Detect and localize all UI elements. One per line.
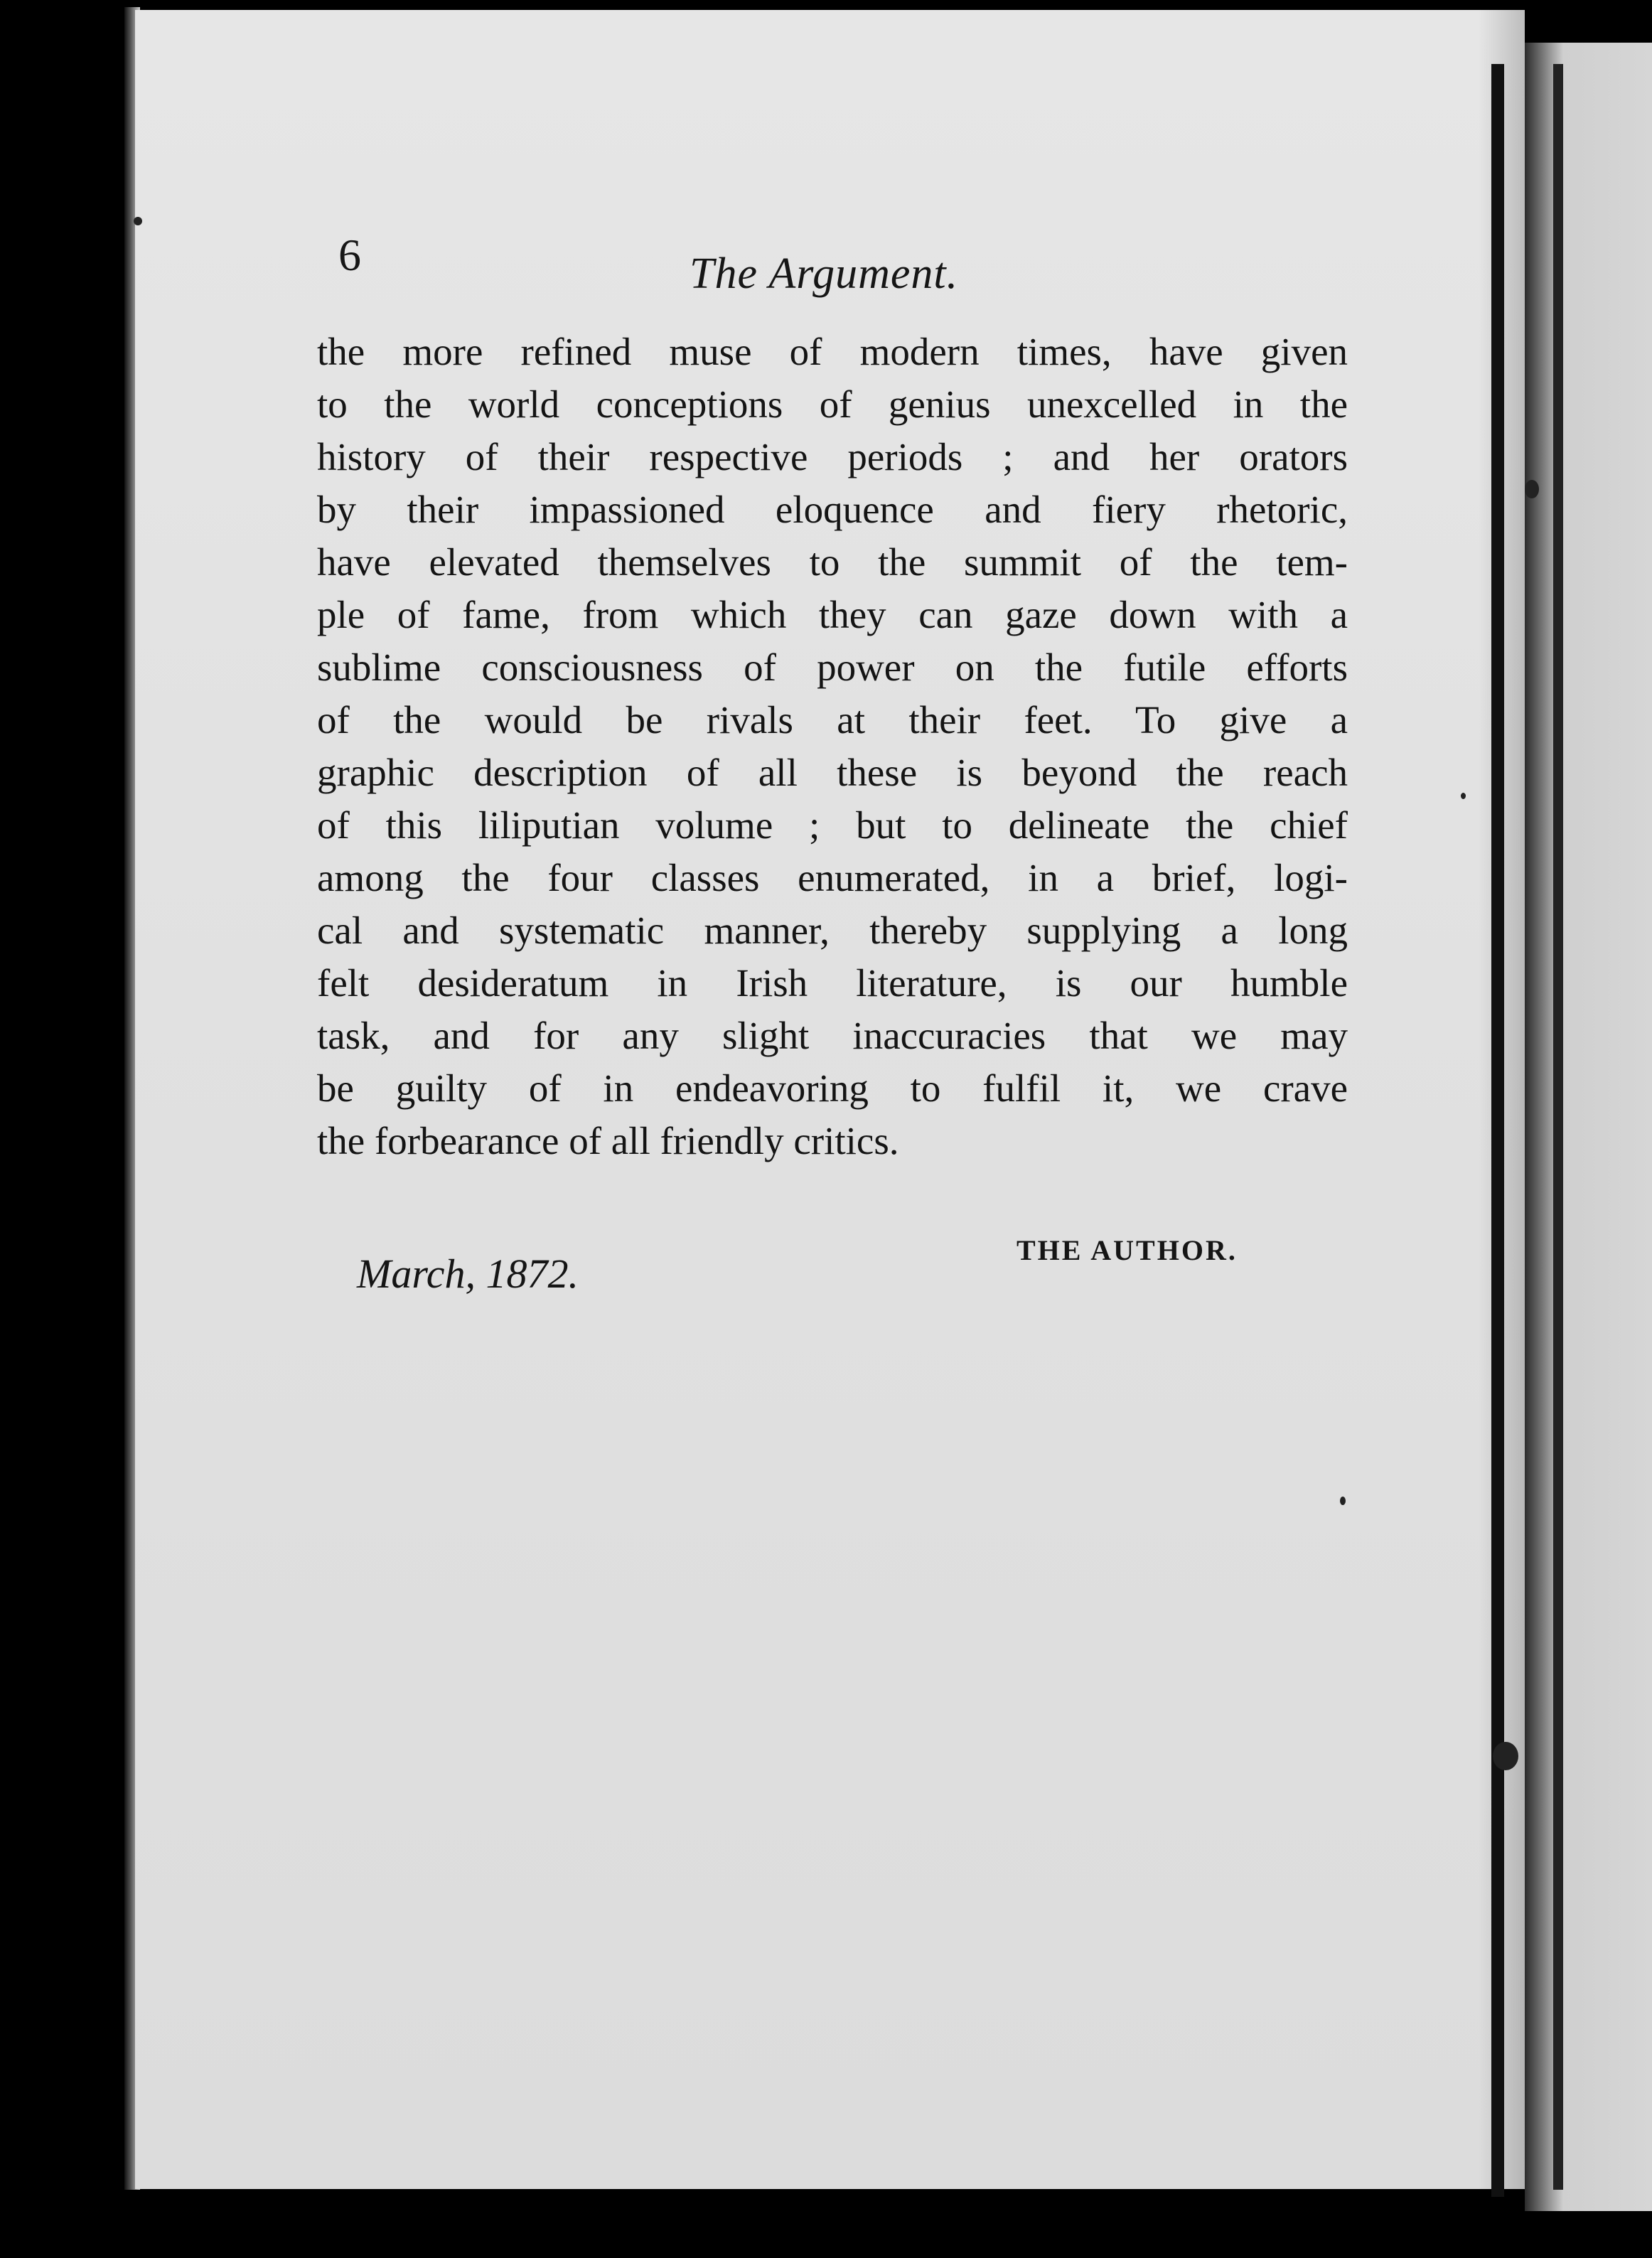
text-line: felt desideratum in Irish literature, is our humble xyxy=(317,961,1348,1005)
scan-speck xyxy=(1340,1497,1346,1505)
text-line: have elevated themselves to the summit of the tem- xyxy=(317,540,1348,584)
text-line: task, and for any slight inaccuracies that we may xyxy=(317,1014,1348,1057)
text-line: to the world conceptions of genius unexcelled in the xyxy=(317,382,1348,426)
adjacent-page xyxy=(1525,43,1652,2211)
text-line: of this liliputian volume ; but to delineate the chief xyxy=(317,803,1348,847)
text-line: graphic description of all these is beyond the reach xyxy=(317,751,1348,794)
text-line: be guilty of in endeavoring to fulfil it, we crave xyxy=(317,1066,1348,1110)
text-line: sublime consciousness of power on the futile efforts xyxy=(317,646,1348,689)
running-title: The Argument. xyxy=(690,250,959,298)
book-gutter xyxy=(1491,64,1504,2197)
scan-speck xyxy=(1525,480,1539,498)
text-line: cal and systematic manner, thereby supplying a long xyxy=(317,909,1348,952)
body-paragraph xyxy=(317,326,1348,1167)
scan-speck xyxy=(1461,793,1466,799)
scan-speck xyxy=(134,217,142,225)
dateline: March, 1872. xyxy=(357,1251,579,1297)
text-line: among the four classes enumerated, in a brief, logi- xyxy=(317,856,1348,899)
scan-speck xyxy=(1493,1742,1518,1770)
text-line: of the would be rivals at their feet. To give a xyxy=(317,698,1348,742)
adjacent-page-edge xyxy=(1553,64,1563,2190)
text-line: the forbearance of all friendly critics. xyxy=(317,1119,899,1162)
text-line: ple of fame, from which they can gaze down with a xyxy=(317,593,1348,636)
text-line: the more refined muse of modern times, have given xyxy=(317,330,1348,373)
text-line: history of their respective periods ; and her orators xyxy=(317,435,1348,478)
text-line: by their impassioned eloquence and fiery rhetoric, xyxy=(317,488,1348,531)
author-signature: THE AUTHOR. xyxy=(1017,1234,1238,1266)
page-number: 6 xyxy=(338,230,361,280)
